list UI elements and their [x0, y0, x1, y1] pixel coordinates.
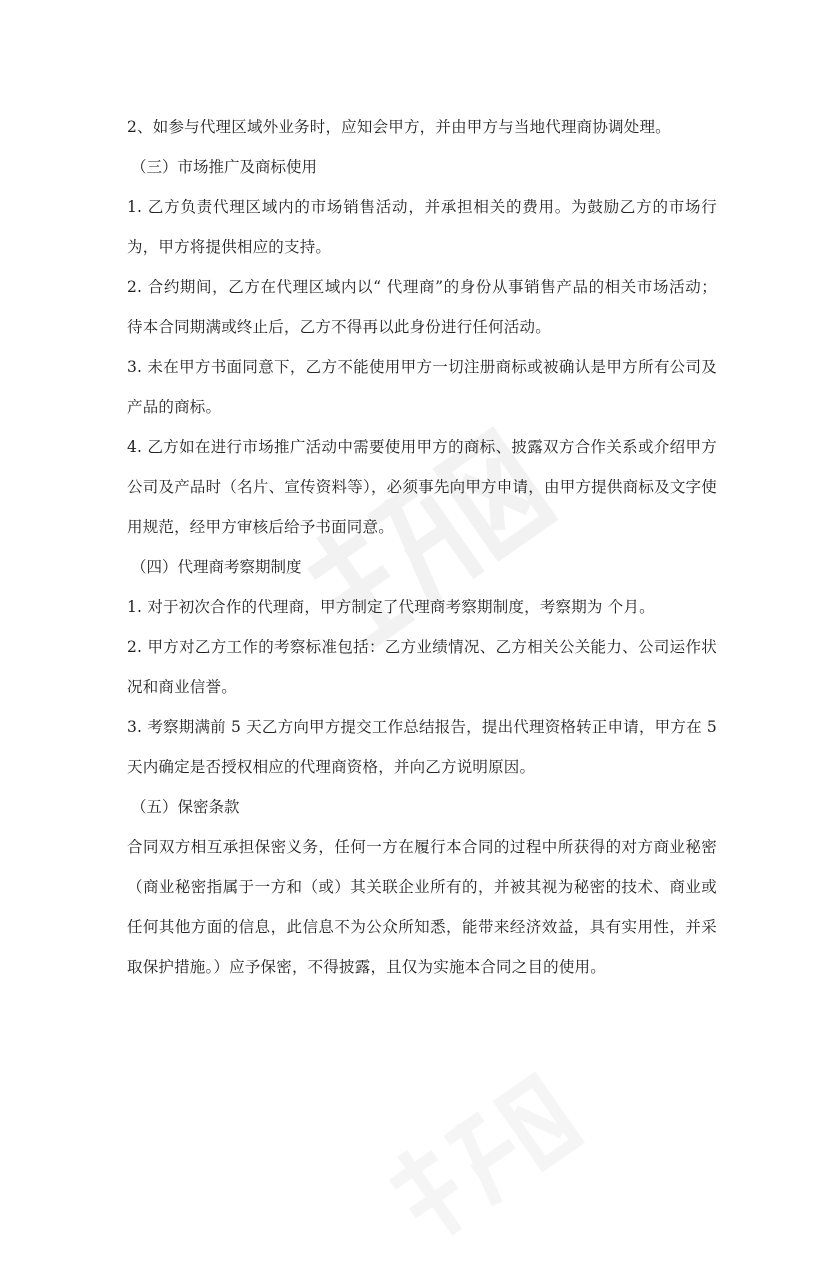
watermark-stamp-bottom [369, 1062, 590, 1259]
paragraph: 1. 乙方负责代理区域内的市场销售活动，并承担相关的费用。为鼓励乙方的市场行为，甲方将提供相应的支持。 [127, 198, 717, 256]
section-heading: （四）代理商考察期制度 [131, 558, 302, 576]
paragraph: 2. 甲方对乙方工作的考察标准包括：乙方业绩情况、乙方相关公关能力、公司运作状况和商业信誉。 [127, 638, 717, 696]
paragraph: 合同双方相互承担保密义务，任何一方在履行本合同的过程中所获得的对方商业秘密（商业秘密指属于一方和（或）其关联企业所有的，并被其视为秘密的技术、商业或任何其他方面的信息，此信息不为公众所知悉，能带来经济效益，具有实用性，并采取保护措施。）应予保密，不得披露，且仅为实施本合同之目的使用。 [127, 838, 717, 976]
paragraph: 3. 未在甲方书面同意下，乙方不能使用甲方一切注册商标或被确认是甲方所有公司及产品的商标。 [127, 358, 717, 416]
paragraph: 2. 合约期间，乙方在代理区域内以“ 代理商”的身份从事销售产品的相关市场活动；待本合同期满或终止后，乙方不得再以此身份进行任何活动。 [127, 278, 717, 336]
section-heading: （三）市场推广及商标使用 [131, 158, 318, 176]
paragraph: 3. 考察期满前 5 天乙方向甲方提交工作总结报告，提出代理资格转正申请，甲方在 5 天内确定是否授权相应的代理商资格，并向乙方说明原因。 [127, 718, 717, 776]
paragraph: 1. 对于初次合作的代理商，甲方制定了代理商考察期制度，考察期为 个月。 [127, 598, 655, 616]
section-heading: （五）保密条款 [131, 798, 240, 816]
watermark-graphic-bottom [369, 1062, 590, 1259]
paragraph: 4. 乙方如在进行市场推广活动中需要使用甲方的商标、披露双方合作关系或介绍甲方公司及产品时（名片、宣传资料等），必须事先向甲方申请，由甲方提供商标及文字使用规范，经甲方审核后给予书面同意。 [127, 438, 717, 536]
paragraph: 2、如参与代理区域外业务时，应知会甲方，并由甲方与当地代理商协调处理。 [127, 118, 671, 136]
document-body [127, 107, 717, 987]
